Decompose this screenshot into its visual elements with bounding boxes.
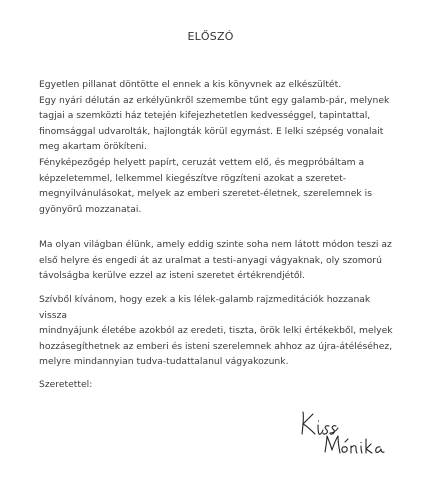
text-line: melyre mindannyian tudva-tudattalanul vágyakozunk.	[39, 356, 289, 368]
text-line: mindnyájunk életébe azokból az eredeti, tiszta, örök lelki értékekből, melyek	[39, 325, 393, 337]
text-line: meg akartam örökíteni.	[39, 141, 147, 153]
text-line: Egyetlen pillanat döntötte el ennek a kis könyvnek az elkészültét.	[39, 79, 342, 90]
closing-line: Szeretettel:	[39, 379, 93, 390]
text-line: Szívből kívánom, hogy ezek a kis lélek-galamb rajzmeditációk hozzanak vissza	[39, 294, 371, 321]
text-line: Ma olyan világban élünk, amely eddig szinte soha nem látott módon teszi az	[39, 239, 392, 250]
paragraph-2	[39, 237, 401, 284]
text-line: megnyilvánulásokat, melyek az emberi szeretet-életnek, szerelemnek is	[39, 188, 372, 200]
text-line: Fényképezőgép helyett papírt, ceruzát vettem elő, és megpróbáltam a	[39, 156, 365, 168]
page-title: ELŐSZÓ	[187, 30, 234, 43]
text-line: finomsággal udvarolták, hajlongták körül egymást. E lelki szépség vonalait	[39, 125, 384, 137]
text-line: képzeletemmel, lelkemmel kiegészítve rögzíteni azokat a szeretet-	[39, 172, 347, 184]
text-line: gyönyörű mozzanatai.	[39, 203, 142, 215]
paragraph-3	[39, 292, 401, 370]
text-line: tagjai a szemközti ház tetején kifejezhetetlen kedvességgel, tapintattal,	[39, 110, 371, 122]
text-line: hozzásegíthetnek az emberi és isteni szerelemnek ahhoz az újra-átéléséhez,	[39, 340, 393, 352]
text-line: Egy nyári délután az erkélyünkről szemembe tűnt egy galamb-pár, melynek	[39, 94, 390, 106]
paragraph-1	[39, 77, 401, 217]
closing	[39, 377, 401, 393]
handwritten-signature	[295, 406, 395, 458]
text-line: távolságba kerülve ezzel az isteni szeretet értékrendjétől.	[39, 270, 306, 282]
text-line: első helyre és engedi át az uralmat a testi-anyagi vágyaknak, oly szomorú	[39, 254, 382, 266]
